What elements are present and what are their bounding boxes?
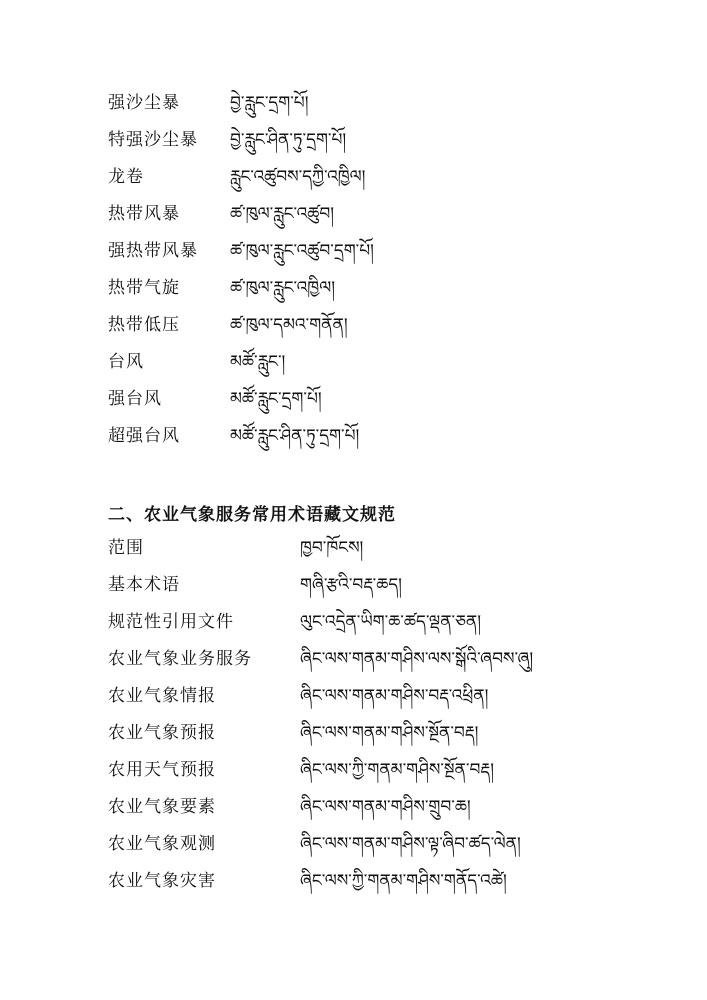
term-chinese: 热带气旋	[108, 278, 180, 298]
term-row	[0, 681, 707, 711]
term-row	[0, 644, 707, 674]
term-chinese: 范围	[108, 538, 144, 558]
term-row	[0, 384, 707, 414]
term-chinese: 强热带风暴	[108, 241, 198, 261]
term-chinese: 台风	[108, 352, 144, 372]
term-row	[0, 199, 707, 229]
term-chinese: 强沙尘暴	[108, 93, 180, 113]
term-tibetan: བྱེ་རླུང་དྲག་པོ།	[230, 93, 309, 113]
term-tibetan: ཁྱབ་ཁོངས།	[300, 538, 364, 558]
term-tibetan: མཚོ་རླུང་།	[230, 352, 286, 372]
term-tibetan: ཚ་ཁུལ་རླུང་འཚུབ།	[230, 204, 335, 224]
term-tibetan: རླུང་འཚུབས་དཀྱི་འཁྱིལ།	[230, 167, 366, 187]
term-chinese: 农用天气预报	[108, 760, 216, 780]
term-tibetan: མཚོ་རླུང་དྲག་པོ།	[230, 389, 322, 409]
term-chinese: 强台风	[108, 389, 162, 409]
term-chinese: 农业气象情报	[108, 686, 216, 706]
term-row	[0, 347, 707, 377]
term-chinese: 农业气象要素	[108, 797, 216, 817]
term-row	[0, 273, 707, 303]
term-row	[0, 570, 707, 600]
term-row	[0, 607, 707, 637]
term-row	[0, 866, 707, 896]
term-row	[0, 88, 707, 118]
term-chinese: 农业气象预报	[108, 723, 216, 743]
term-chinese: 规范性引用文件	[108, 612, 234, 632]
term-chinese: 热带低压	[108, 315, 180, 335]
term-tibetan: ཚ་ཁུལ་རླུང་འཚུབ་དྲག་པོ།	[230, 241, 374, 261]
term-tibetan: ཞིང་ལས་གནམ་གཤིས་སྔོན་བརྡ།	[300, 723, 479, 743]
term-row	[0, 533, 707, 563]
term-chinese: 农业气象灾害	[108, 871, 216, 891]
term-chinese: 基本术语	[108, 575, 180, 595]
term-tibetan: ལུང་འདྲེན་ཡིག་ཆ་ཚད་ལྡན་ཅན།	[300, 612, 482, 632]
term-tibetan: ཚ་ཁུལ་རླུང་འཁྱིལ།	[230, 278, 335, 298]
term-tibetan: ཞིང་ལས་གནམ་གཤིས་ལས་སྒོའི་ཞབས་ཞུ།	[300, 649, 534, 669]
term-tibetan: མཚོ་རླུང་ཤིན་ཏུ་དྲག་པོ།	[230, 426, 360, 446]
term-tibetan: གཞི་རྩའི་བརྡ་ཆད།	[300, 575, 402, 595]
term-row	[0, 125, 707, 155]
section-heading: 二、农业气象服务常用术语藏文规范	[108, 505, 396, 525]
term-row	[0, 310, 707, 340]
term-chinese: 农业气象业务服务	[108, 649, 252, 669]
term-tibetan: ཚ་ཁུལ་དམའ་གནོན།	[230, 315, 348, 335]
term-chinese: 龙卷	[108, 167, 144, 187]
term-tibetan: ཞིང་ལས་གནམ་གཤིས་བརྡ་འཕྲིན།	[300, 686, 489, 706]
term-row	[0, 755, 707, 785]
term-tibetan: ཞིང་ལས་གནམ་གཤིས་གྲུབ་ཆ།	[300, 797, 471, 817]
term-chinese: 农业气象观测	[108, 834, 216, 854]
term-chinese: 超强台风	[108, 426, 180, 446]
term-row	[0, 236, 707, 266]
term-tibetan: ཞིང་ལས་ཀྱི་གནམ་གཤིས་གནོད་འཚེ།	[300, 871, 507, 891]
term-row	[0, 829, 707, 859]
term-chinese: 特强沙尘暴	[108, 130, 198, 150]
term-row	[0, 162, 707, 192]
term-row	[0, 792, 707, 822]
term-tibetan: ཞིང་ལས་གནམ་གཤིས་ལྟ་ཞིབ་ཚད་ལེན།	[300, 834, 521, 854]
term-tibetan: ཞིང་ལས་ཀྱི་གནམ་གཤིས་སྔོན་བརྡ།	[300, 760, 494, 780]
term-tibetan: བྱེ་རླུང་ཤིན་ཏུ་དྲག་པོ།	[230, 130, 347, 150]
term-row	[0, 718, 707, 748]
term-row	[0, 421, 707, 451]
term-chinese: 热带风暴	[108, 204, 180, 224]
